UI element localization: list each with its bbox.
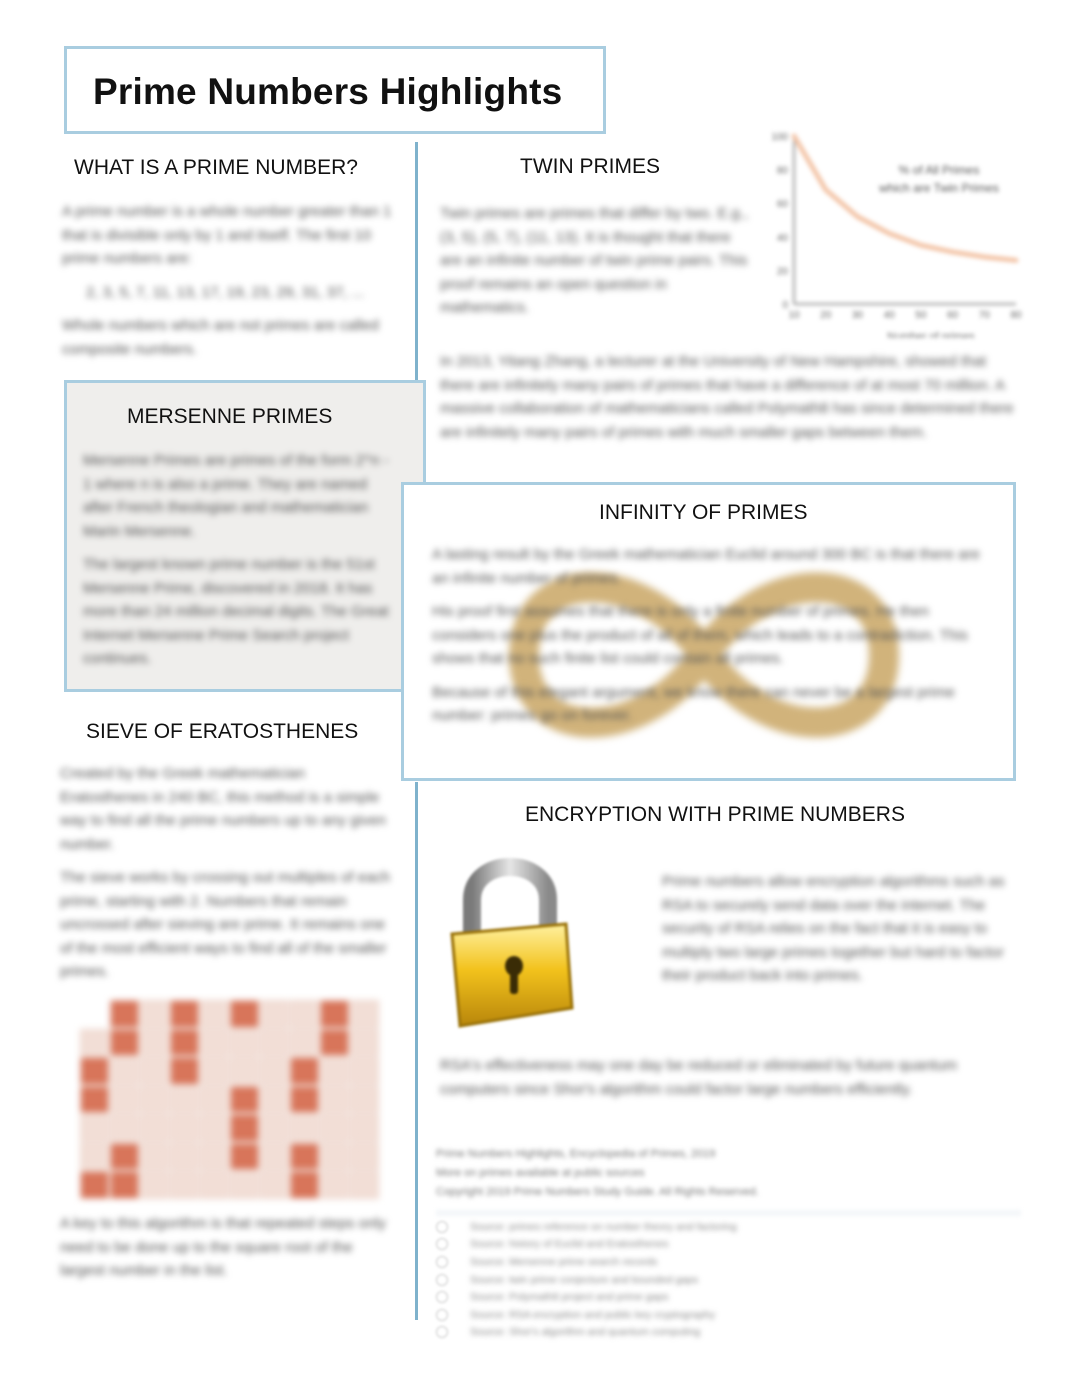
section-heading-what-is-prime: WHAT IS A PRIME NUMBER? <box>74 156 358 179</box>
x-tick-label: 50 <box>915 310 927 321</box>
column-divider <box>415 782 418 1320</box>
sieve-cell <box>230 1086 259 1114</box>
sieve-cell <box>170 1029 199 1057</box>
data-point <box>951 250 954 253</box>
sieve-cell <box>170 1171 199 1199</box>
y-tick-label: 20 <box>776 266 788 278</box>
section-body-twin-primes <box>440 202 752 330</box>
sieve-cell <box>290 1057 319 1085</box>
chart-subtitle: which are Twin Primes <box>879 181 999 195</box>
sieve-grid-image <box>80 1000 380 1200</box>
bullet-icon <box>436 1309 448 1321</box>
bullet-icon <box>436 1291 448 1303</box>
x-axis-label: Number of primes <box>887 331 975 338</box>
sieve-cell <box>290 1114 319 1142</box>
data-point <box>824 188 827 191</box>
sieve-cell <box>110 1086 139 1114</box>
section-heading-twin-primes: TWIN PRIMES <box>520 155 660 178</box>
x-tick-label: 30 <box>851 310 863 321</box>
sieve-cell <box>80 1171 109 1199</box>
paragraph: 2, 3, 5, 7, 11, 13, 17, 19, 23, 29, 31, 37, ... <box>86 283 365 301</box>
sieve-cell <box>110 1143 139 1171</box>
sieve-cell <box>230 1057 259 1085</box>
sieve-cell <box>230 1000 259 1028</box>
sieve-cell <box>140 1171 169 1199</box>
list-item: Source: twin prime conjecture and bounded gaps <box>436 1271 1026 1289</box>
sieve-cell <box>230 1143 259 1171</box>
paragraph: Twin primes are primes that differ by two. E.g., (3, 5), (5, 7), (11, 13). It is thought that there are an infinite number of twin prime pairs. This proof remains an open question in mathematics. <box>440 205 749 316</box>
sieve-cell <box>140 1057 169 1085</box>
sieve-cell <box>260 1143 289 1171</box>
bullet-icon <box>436 1256 448 1268</box>
bullet-icon <box>436 1221 448 1233</box>
y-tick-label: 40 <box>776 232 788 244</box>
section-body-what-is-prime <box>62 200 392 371</box>
x-tick-label: 80 <box>1010 310 1022 321</box>
sieve-cell <box>350 1143 379 1171</box>
sieve-cell <box>140 1029 169 1057</box>
paragraph: Because of this elegant argument, we know there can never be a largest prime number: primes go on forever. <box>432 683 955 724</box>
section-body-sieve-2 <box>60 1212 396 1293</box>
series-line <box>794 136 1016 260</box>
paragraph: The sieve works by crossing out multiples of each prime, starting with 2. Numbers that remain uncrossed after sieving are prime. It remains one of the most efficient ways to find all of the smaller primes. <box>60 869 391 980</box>
y-tick-label: 60 <box>776 199 788 211</box>
section-heading-encryption: ENCRYPTION WITH PRIME NUMBERS <box>525 803 905 826</box>
section-body-twin-primes-2 <box>440 350 1018 454</box>
data-point <box>856 215 859 218</box>
paragraph: Whole numbers which are not primes are called composite numbers. <box>62 317 379 358</box>
sieve-cell <box>320 1000 349 1028</box>
bullet-icon <box>436 1238 448 1250</box>
sieve-cell <box>170 1057 199 1085</box>
sieve-cell <box>320 1171 349 1199</box>
sieve-cell <box>350 1171 379 1199</box>
sieve-cell <box>200 1057 229 1085</box>
sieve-cell <box>110 1029 139 1057</box>
sieve-cell <box>290 1086 319 1114</box>
sieve-cell <box>230 1114 259 1142</box>
sieve-cell <box>140 1143 169 1171</box>
paragraph: Created by the Greek mathematician Eratosthenes in 240 BC, this method is a simple way to find all the prime numbers up to any given number. <box>60 765 387 853</box>
list-item: Source: RSA encryption and public key cryptography <box>436 1306 1026 1324</box>
sieve-cell <box>260 1000 289 1028</box>
sieve-cell <box>290 1171 319 1199</box>
twin-primes-chart <box>766 126 1026 338</box>
list-item: Source: Mersenne prime search records <box>436 1253 1026 1271</box>
sieve-cell <box>290 1143 319 1171</box>
sieve-cell <box>200 1086 229 1114</box>
sieve-cell <box>140 1086 169 1114</box>
sieve-cell <box>110 1114 139 1142</box>
sieve-cell <box>80 1086 109 1114</box>
section-body-encryption-2 <box>440 1054 1020 1111</box>
data-point <box>1015 259 1018 262</box>
sieve-cell <box>170 1114 199 1142</box>
sieve-cell <box>260 1029 289 1057</box>
paragraph: His proof first assumes that there is only a finite number of primes. He then considers one plus the product of all of them, which leads to a contradiction. This shows that no such finite list could contain all primes. <box>432 603 968 667</box>
reference-line: Prime Numbers Highlights, Encyclopedia of Primes, 2019 <box>436 1148 716 1160</box>
x-tick-label: 40 <box>883 310 895 321</box>
sieve-cell <box>200 1143 229 1171</box>
section-body-encryption <box>662 870 1012 998</box>
paragraph: A key to this algorithm is that repeated steps only need to be done up to the square root of the largest number in the list. <box>60 1215 387 1279</box>
paragraph: Prime numbers allow encryption algorithms such as RSA to securely send data over the internet. The security of RSA relies on the fact that it is easy to multiply two large primes together but hard to factor their product back into primes. <box>662 873 1005 984</box>
bullet-icon <box>436 1326 448 1338</box>
sieve-cell <box>290 1000 319 1028</box>
divider <box>436 1210 1021 1216</box>
data-point <box>983 255 986 258</box>
paragraph: The largest known prime number is the 51st Mersenne Prime, discovered in 2018. It has more than 24 million decimal digits. The Great Internet Mersenne Prime Search project continues. <box>83 556 389 667</box>
section-body-mersenne <box>83 449 395 681</box>
sieve-cell <box>200 1029 229 1057</box>
sieve-cell <box>170 1086 199 1114</box>
section-heading-infinity: INFINITY OF PRIMES <box>599 501 808 524</box>
sieve-cell <box>260 1171 289 1199</box>
infinity-box <box>401 482 1016 781</box>
sieve-cell <box>110 1000 139 1028</box>
section-body-infinity <box>432 543 992 738</box>
column-divider <box>415 142 418 380</box>
sieve-cell <box>320 1057 349 1085</box>
paragraph: In 2013, Yitang Zhang, a lecturer at the University of New Hampshire, showed that there are infinitely many pairs of primes that have a difference of at most 70 million. A massive collaboration of mathematicians called Polymath8 has since determined there are infinitely many pairs of primes with much smaller gaps between them. <box>440 353 1014 441</box>
sieve-cell <box>140 1000 169 1028</box>
chart-svg <box>766 126 1026 338</box>
section-heading-sieve: SIEVE OF ERATOSTHENES <box>86 720 359 743</box>
sieve-cell <box>350 1000 379 1028</box>
sieve-cell <box>290 1029 319 1057</box>
sieve-cell <box>350 1114 379 1142</box>
x-tick-label: 60 <box>947 310 959 321</box>
chart-title: % of All Primes <box>898 163 980 177</box>
x-tick-label: 20 <box>820 310 832 321</box>
sieve-cell <box>80 1057 109 1085</box>
paragraph: RSA's effectiveness may one day be reduced or eliminated by future quantum computers since Shor's algorithm could factor large numbers efficiently. <box>440 1057 958 1098</box>
sieve-cell <box>260 1086 289 1114</box>
padlock-icon <box>438 842 580 1032</box>
references <box>436 1145 1021 1202</box>
sieve-cell <box>320 1143 349 1171</box>
paragraph: A prime number is a whole number greater than 1 that is divisible only by 1 and itself. The first 10 prime numbers are: <box>62 203 392 267</box>
sieve-cell <box>230 1171 259 1199</box>
bullet-icon <box>436 1274 448 1286</box>
sieve-cell <box>260 1114 289 1142</box>
sieve-cell <box>350 1057 379 1085</box>
mersenne-box <box>64 380 426 692</box>
sieve-cell <box>350 1086 379 1114</box>
sieve-cell <box>170 1143 199 1171</box>
sieve-cell <box>80 1114 109 1142</box>
list-item: Source: history of Euclid and Eratosthenes <box>436 1236 1026 1254</box>
sieve-cell <box>200 1000 229 1028</box>
list-item: Source: Polymath8 project and prime gaps <box>436 1288 1026 1306</box>
sieve-cell <box>140 1114 169 1142</box>
data-point <box>919 244 922 247</box>
y-tick-label: 0 <box>782 300 788 311</box>
sieve-cell <box>320 1029 349 1057</box>
x-tick-label: 70 <box>978 310 990 321</box>
sieve-cell <box>260 1057 289 1085</box>
source-list <box>436 1218 1026 1341</box>
sieve-cell <box>110 1057 139 1085</box>
sieve-cell <box>350 1029 379 1057</box>
section-body-sieve <box>60 762 396 994</box>
paragraph: Mersenne Primes are primes of the form 2^n - 1 where n is also a prime. They are named after French theologian and mathematician Marin Mersenne. <box>83 452 389 540</box>
sieve-cell <box>110 1171 139 1199</box>
section-heading-mersenne: MERSENNE PRIMES <box>127 405 333 428</box>
reference-line: Copyright 2019 Prime Numbers Study Guide. All Rights Reserved. <box>436 1186 759 1198</box>
sieve-cell <box>170 1000 199 1028</box>
sieve-cell <box>320 1086 349 1114</box>
data-point <box>888 232 891 235</box>
x-tick-label: 10 <box>788 310 800 321</box>
y-tick-label: 80 <box>776 165 788 177</box>
data-point <box>793 135 796 138</box>
sieve-cell <box>200 1171 229 1199</box>
paragraph: A lasting result by the Greek mathematician Euclid around 300 BC is that there are an infinite number of primes. <box>432 546 980 587</box>
reference-line: More on primes available at public sources <box>436 1167 645 1179</box>
list-item: Source: Shor's algorithm and quantum computing <box>436 1324 1026 1342</box>
sieve-cell <box>320 1114 349 1142</box>
sieve-cell <box>80 1029 109 1057</box>
sieve-cell <box>80 1143 109 1171</box>
list-item: Source: primes reference on number theory and factoring <box>436 1218 1026 1236</box>
sieve-cell <box>230 1029 259 1057</box>
page-title: Prime Numbers Highlights <box>93 71 563 112</box>
title-box <box>64 46 606 134</box>
sieve-cell <box>200 1114 229 1142</box>
y-tick-label: 100 <box>771 132 788 143</box>
